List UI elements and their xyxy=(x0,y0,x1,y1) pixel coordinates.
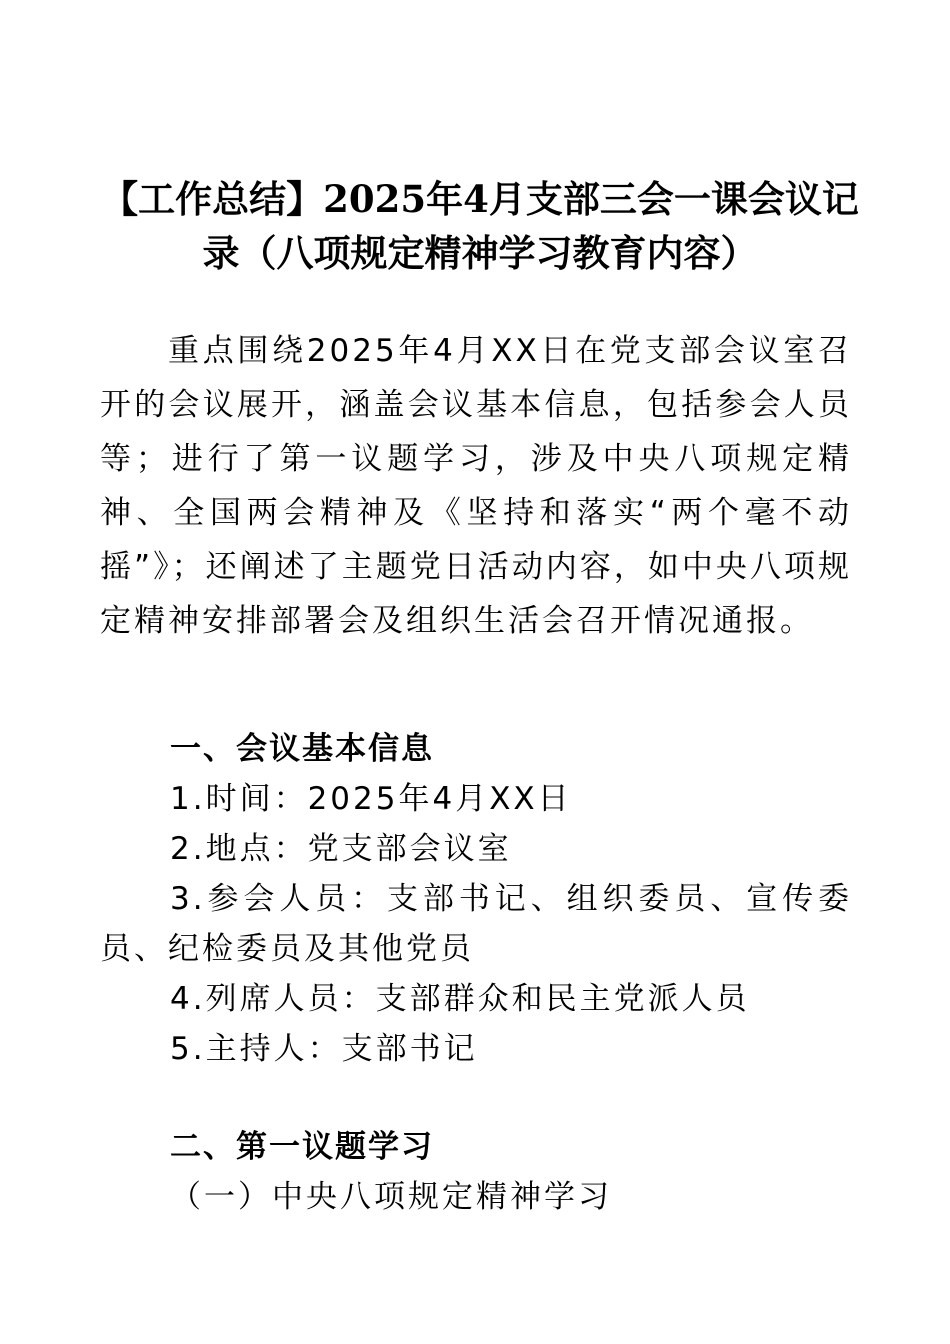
meeting-host: 5.主持人：支部书记 xyxy=(170,1031,478,1067)
meeting-observers: 4.列席人员：支部群众和民主党派人员 xyxy=(170,981,750,1017)
subsection-heading-eight-rules: （一）中央八项规定精神学习 xyxy=(170,1179,612,1215)
meeting-location: 2.地点：党支部会议室 xyxy=(170,831,512,867)
summary-paragraph: 重点围绕2025年4月XX日在党支部会议室召开的会议展开，涵盖会议基本信息，包括参会人员等；进行了第一议题学习，涉及中央八项规定精神、全国两会精神及《坚持和落实“两个毫不动摇”》；还阐述了主题党日活动内容，如中央八项规定精神安排部署会及组织生活会召开情况通报。 xyxy=(100,333,852,639)
meeting-time: 1.时间：2025年4月XX日 xyxy=(170,781,572,817)
document-title: 【工作总结】2025年4月支部三会一课会议记录（八项规定精神学习教育内容） xyxy=(101,177,859,275)
meeting-attendees: 3.参会人员：支部书记、组织委员、宣传委员、纪检委员及其他党员 xyxy=(100,881,852,967)
section-heading-meeting-info: 一、会议基本信息 xyxy=(170,731,434,767)
meeting-info-list xyxy=(100,774,852,1074)
section-heading-first-topic: 二、第一议题学习 xyxy=(170,1129,434,1165)
